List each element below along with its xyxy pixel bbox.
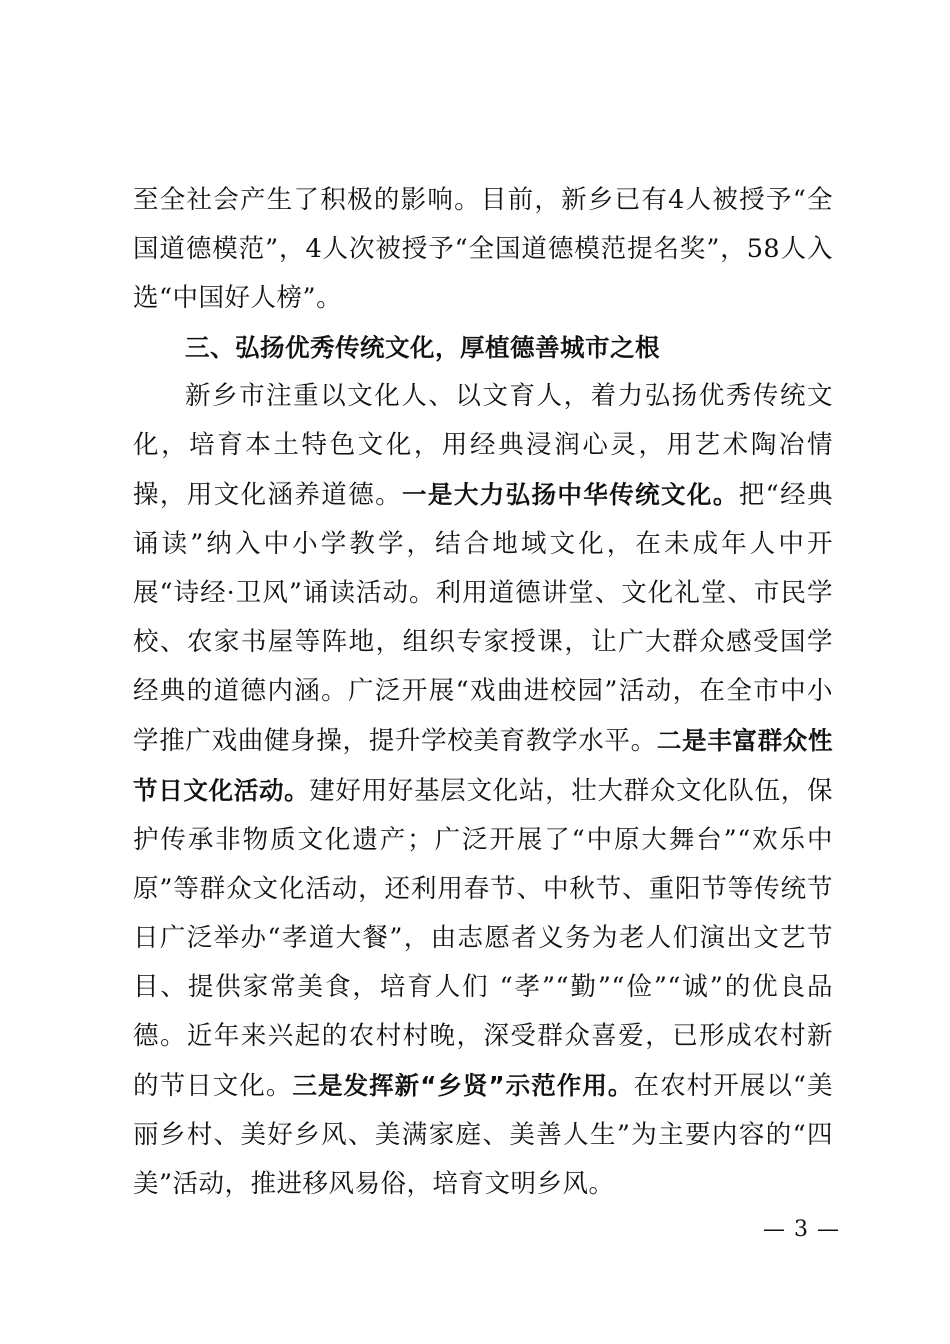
paragraph-continued xyxy=(133,176,833,323)
section-heading: 三、弘扬优秀传统文化，厚植德善城市之根 xyxy=(185,333,660,362)
paragraph-segment: 把“经典诵读”纳入中小学教学，结合地域文化，在未成年人中开展“诗经·卫风”诵读活动。利用道德讲堂、文化礼堂、市民学校、农家书屋等阵地，组织专家授课，让广大群众感受国学经典的道德内涵。广泛开展“戏曲进校园”活动，在全市中小学推广戏曲健身操，提升学校美育教学水平。 xyxy=(133,480,833,756)
bold-point-two: 二是丰富群众性节日文化活动。 xyxy=(133,726,833,805)
paragraph-segment: 建好用好基层文化站，壮大群众文化队伍，保护传承非物质文化遗产；广泛开展了“中原大舞台”“欢乐中原”等群众文化活动，还利用春节、中秋节、重阳节等传统节日广泛举办“孝道大餐”，由志愿者义务为老人们演出文艺节目、提供家常美食，培育人们 “孝”“勤”“俭”“诚”的优良品德。近年来兴起的农村村晚，深受群众喜爱，已形成农村新的节日文化。 xyxy=(133,776,833,1101)
paragraph-continued-text: 至全社会产生了积极的影响。目前，新乡已有4人被授予“全国道德模范”，4人次被授予“全国道德模范提名奖”，58人入选“中国好人榜”。 xyxy=(133,185,833,313)
paragraph-segment: 新乡市注重以文化人、以文育人，着力弘扬优秀传统文化，培育本土特色文化，用经典浸润心灵，用艺术陶冶情操，用文化涵养道德。 xyxy=(133,381,833,510)
bold-point-one: 一是大力弘扬中华传统文化。 xyxy=(402,480,739,509)
bold-point-three: 三是发挥新“乡贤”示范作用。 xyxy=(292,1071,634,1100)
page-number: — 3 — xyxy=(763,1217,840,1242)
body-text xyxy=(133,176,833,1209)
paragraph-culture xyxy=(133,372,833,1209)
paragraph-segment: 在农村开展以“美丽乡村、美好乡风、美满家庭、美善人生”为主要内容的“四美”活动，推进移风易俗，培育文明乡风。 xyxy=(133,1071,833,1199)
